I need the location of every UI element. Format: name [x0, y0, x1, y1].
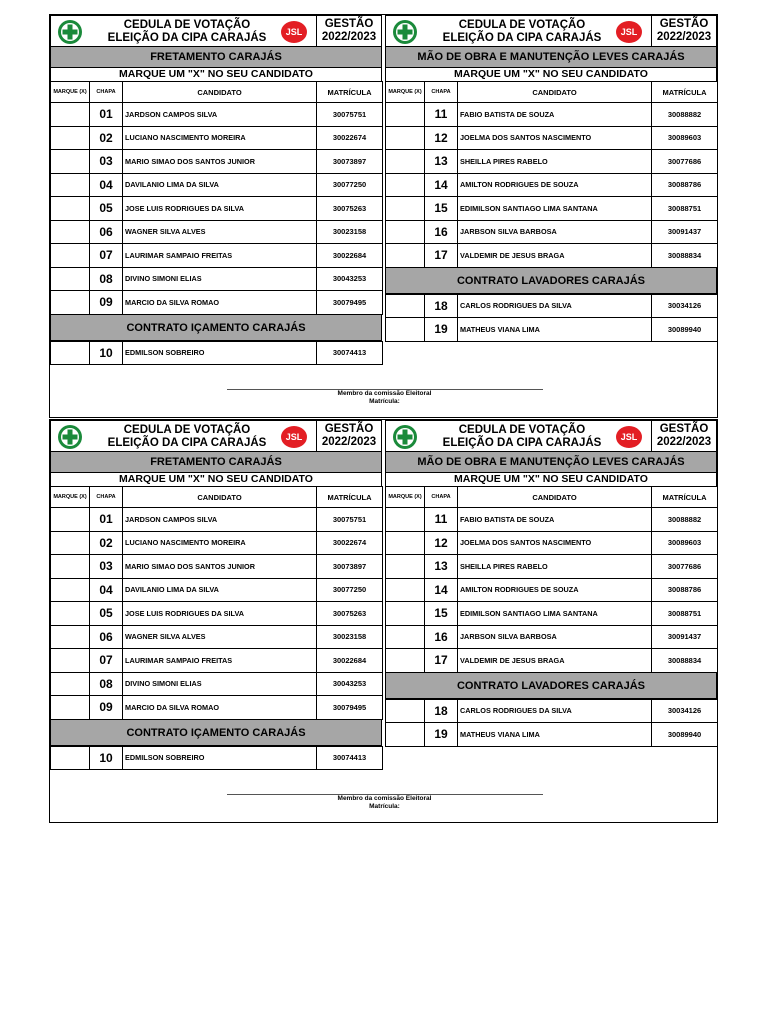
candidate-matricula: 30022674: [317, 126, 383, 150]
ballot-header: [385, 15, 717, 47]
candidate-matricula: 30089940: [652, 318, 718, 342]
candidate-matricula: 30075263: [317, 197, 383, 221]
chapa-number: 10: [90, 341, 123, 365]
chapa-number: 10: [90, 746, 123, 770]
candidate-matricula: 30022684: [317, 244, 383, 268]
candidate-matricula: 30077686: [652, 555, 718, 579]
svg-text:JSL: JSL: [285, 27, 303, 37]
table-row: [51, 197, 383, 221]
table-row: [386, 555, 718, 579]
vote-checkbox-cell[interactable]: [386, 126, 425, 150]
chapa-number: 14: [425, 578, 458, 602]
table-row: [51, 602, 383, 626]
vote-checkbox-cell[interactable]: [51, 103, 90, 127]
col-marque: MARQUE (X): [386, 82, 425, 103]
table-row: [386, 294, 718, 318]
table-row: [51, 103, 383, 127]
footer-matricula-label: Matrícula:: [369, 803, 400, 810]
candidate-name: JARBSON SILVA BARBOSA: [458, 220, 652, 244]
chapa-number: 03: [90, 555, 123, 579]
chapa-number: 02: [90, 126, 123, 150]
gestao-label: GESTÃO: [659, 423, 709, 435]
title-line-2: ELEIÇÃO DA CIPA CARAJÁS: [107, 436, 267, 449]
candidate-matricula: 30075751: [317, 508, 383, 532]
chapa-number: 05: [90, 197, 123, 221]
vote-checkbox-cell[interactable]: [51, 126, 90, 150]
chapa-number: 07: [90, 649, 123, 673]
candidate-name: VALDEMIR DE JESUS BRAGA: [458, 244, 652, 268]
table-row: [386, 508, 718, 532]
vote-checkbox-cell[interactable]: [386, 649, 425, 673]
gestao-label: GESTÃO: [324, 423, 374, 435]
candidate-matricula: 30075263: [317, 602, 383, 626]
vote-checkbox-cell[interactable]: [51, 197, 90, 221]
candidate-matricula: 30075751: [317, 103, 383, 127]
green-cross-icon: [392, 424, 418, 450]
section-title: FRETAMENTO CARAJÁS: [50, 452, 382, 473]
col-candidato: CANDIDATO: [123, 487, 317, 508]
svg-text:JSL: JSL: [620, 432, 638, 442]
vote-checkbox-cell[interactable]: [51, 672, 90, 696]
table-row: [386, 578, 718, 602]
chapa-number: 02: [90, 531, 123, 555]
col-chapa: CHAPA: [90, 487, 123, 508]
col-candidato: CANDIDATO: [458, 82, 652, 103]
candidate-name: JARBSON SILVA BARBOSA: [458, 625, 652, 649]
vote-checkbox-cell[interactable]: [51, 625, 90, 649]
footer-matricula-label: Matrícula:: [369, 398, 400, 405]
candidate-matricula: 30034126: [652, 294, 718, 318]
chapa-number: 08: [90, 267, 123, 291]
candidate-matricula: 30088751: [652, 602, 718, 626]
candidate-matricula: 30088882: [652, 103, 718, 127]
chapa-number: 18: [425, 699, 458, 723]
candidate-name: LAURIMAR SAMPAIO FREITAS: [123, 649, 317, 673]
table-row: [51, 150, 383, 174]
table-row: [386, 649, 718, 673]
candidate-name: JARDSON CAMPOS SILVA: [123, 103, 317, 127]
candidate-name: JOSE LUIS RODRIGUES DA SILVA: [123, 197, 317, 221]
chapa-number: 13: [425, 555, 458, 579]
candidate-matricula: 30073897: [317, 150, 383, 174]
title-line-2: ELEIÇÃO DA CIPA CARAJÁS: [107, 31, 267, 44]
ballot-header: [50, 420, 382, 452]
sub-section-title: CONTRATO IÇAMENTO CARAJÁS: [50, 315, 382, 341]
candidate-name: CARLOS RODRIGUES DA SILVA: [458, 294, 652, 318]
gestao-box: [316, 16, 381, 46]
vote-checkbox-cell[interactable]: [51, 150, 90, 174]
table-row: [51, 531, 383, 555]
section-title: MÃO DE OBRA E MANUTENÇÃO LEVES CARAJÁS: [385, 47, 717, 68]
table-row: [386, 723, 718, 747]
ballot-footer: [50, 794, 719, 811]
chapa-number: 04: [90, 173, 123, 197]
col-marque: MARQUE (X): [51, 487, 90, 508]
vote-checkbox-cell[interactable]: [386, 294, 425, 318]
gestao-period: 2022/2023: [656, 436, 712, 448]
chapa-number: 09: [90, 696, 123, 720]
chapa-number: 08: [90, 672, 123, 696]
candidate-matricula: 30091437: [652, 625, 718, 649]
table-row: [386, 173, 718, 197]
footer-member-label: Membro da comissão Eleitoral: [337, 795, 432, 802]
col-candidato: CANDIDATO: [458, 487, 652, 508]
candidate-matricula: 30073897: [317, 555, 383, 579]
gestao-period: 2022/2023: [321, 31, 377, 43]
title-line-2: ELEIÇÃO DA CIPA CARAJÁS: [442, 436, 602, 449]
table-row: [386, 625, 718, 649]
candidate-name: AMILTON RODRIGUES DE SOUZA: [458, 173, 652, 197]
vote-checkbox-cell[interactable]: [386, 103, 425, 127]
ballot-header: [50, 15, 382, 47]
candidate-matricula: 30088786: [652, 173, 718, 197]
candidate-matricula: 30089603: [652, 531, 718, 555]
table-row: [386, 699, 718, 723]
candidate-name: MARIO SIMAO DOS SANTOS JUNIOR: [123, 150, 317, 174]
table-row: [51, 746, 383, 770]
candidate-name: EDMILSON SOBREIRO: [123, 341, 317, 365]
candidate-matricula: 30022674: [317, 531, 383, 555]
col-matricula: MATRÍCULA: [652, 487, 718, 508]
vote-checkbox-cell[interactable]: [51, 531, 90, 555]
table-row: [51, 173, 383, 197]
green-cross-icon: [57, 19, 83, 45]
candidates-table: [385, 81, 718, 268]
sub-candidates-table: [50, 746, 383, 771]
candidate-matricula: 30088786: [652, 578, 718, 602]
ballot-title: [424, 424, 620, 449]
candidate-matricula: 30089940: [652, 723, 718, 747]
jsl-logo-icon: [615, 20, 643, 44]
table-row: [386, 318, 718, 342]
gestao-period: 2022/2023: [656, 31, 712, 43]
candidate-matricula: 30043253: [317, 267, 383, 291]
section-title: MÃO DE OBRA E MANUTENÇÃO LEVES CARAJÁS: [385, 452, 717, 473]
table-row: [386, 220, 718, 244]
col-chapa: CHAPA: [90, 82, 123, 103]
candidate-matricula: 30074413: [317, 746, 383, 770]
ballot-right-half: [385, 15, 717, 342]
table-row: [386, 602, 718, 626]
vote-checkbox-cell[interactable]: [386, 578, 425, 602]
footer-member-label: Membro da comissão Eleitoral: [337, 390, 432, 397]
chapa-number: 12: [425, 126, 458, 150]
gestao-box: [316, 421, 381, 451]
vote-checkbox-cell[interactable]: [51, 341, 90, 365]
candidate-name: AMILTON RODRIGUES DE SOUZA: [458, 578, 652, 602]
chapa-number: 15: [425, 197, 458, 221]
ballot-left-half: [50, 15, 382, 365]
candidate-name: JOELMA DOS SANTOS NASCIMENTO: [458, 531, 652, 555]
vote-checkbox-cell[interactable]: [51, 291, 90, 315]
table-row: [386, 150, 718, 174]
candidate-name: JOELMA DOS SANTOS NASCIMENTO: [458, 126, 652, 150]
candidate-matricula: 30088751: [652, 197, 718, 221]
vote-checkbox-cell[interactable]: [386, 150, 425, 174]
vote-checkbox-cell[interactable]: [386, 602, 425, 626]
candidate-matricula: 30077250: [317, 173, 383, 197]
table-row: [51, 341, 383, 365]
table-row: [386, 531, 718, 555]
candidate-name: EDIMILSON SANTIAGO LIMA SANTANA: [458, 602, 652, 626]
candidate-name: SHEILLA PIRES RABELO: [458, 555, 652, 579]
candidate-matricula: 30077250: [317, 578, 383, 602]
chapa-number: 07: [90, 244, 123, 268]
chapa-number: 16: [425, 625, 458, 649]
vote-checkbox-cell[interactable]: [51, 220, 90, 244]
ballot-right-half: [385, 420, 717, 747]
candidate-name: FABIO BATISTA DE SOUZA: [458, 103, 652, 127]
sub-section-title: CONTRATO IÇAMENTO CARAJÁS: [50, 720, 382, 746]
ballot-left-half: [50, 420, 382, 770]
candidate-name: JOSE LUIS RODRIGUES DA SILVA: [123, 602, 317, 626]
table-row: [51, 508, 383, 532]
col-candidato: CANDIDATO: [123, 82, 317, 103]
chapa-number: 09: [90, 291, 123, 315]
candidate-name: MARCIO DA SILVA ROMAO: [123, 696, 317, 720]
table-row: [51, 267, 383, 291]
candidates-table: [50, 486, 383, 720]
title-line-1: CEDULA DE VOTAÇÃO: [458, 19, 586, 31]
gestao-period: 2022/2023: [321, 436, 377, 448]
chapa-number: 13: [425, 150, 458, 174]
candidate-matricula: 30022684: [317, 649, 383, 673]
col-marque: MARQUE (X): [386, 487, 425, 508]
vote-checkbox-cell[interactable]: [51, 555, 90, 579]
table-row: [51, 649, 383, 673]
col-chapa: CHAPA: [425, 487, 458, 508]
chapa-number: 03: [90, 150, 123, 174]
candidate-name: DIVINO SIMONI ELIAS: [123, 267, 317, 291]
candidate-name: WAGNER SILVA ALVES: [123, 625, 317, 649]
chapa-number: 17: [425, 649, 458, 673]
vote-checkbox-cell[interactable]: [386, 699, 425, 723]
candidate-matricula: 30023158: [317, 220, 383, 244]
gestao-box: [651, 16, 716, 46]
vote-checkbox-cell[interactable]: [51, 244, 90, 268]
vote-checkbox-cell[interactable]: [386, 531, 425, 555]
vote-checkbox-cell[interactable]: [51, 508, 90, 532]
candidate-matricula: 30079495: [317, 291, 383, 315]
candidate-matricula: 30088834: [652, 649, 718, 673]
candidate-name: LUCIANO NASCIMENTO MOREIRA: [123, 126, 317, 150]
vote-checkbox-cell[interactable]: [386, 723, 425, 747]
chapa-number: 01: [90, 508, 123, 532]
candidate-name: EDIMILSON SANTIAGO LIMA SANTANA: [458, 197, 652, 221]
chapa-number: 18: [425, 294, 458, 318]
candidate-name: DAVILANIO LIMA DA SILVA: [123, 578, 317, 602]
chapa-number: 05: [90, 602, 123, 626]
vote-checkbox-cell[interactable]: [386, 555, 425, 579]
ballot-header: [385, 420, 717, 452]
gestao-label: GESTÃO: [659, 18, 709, 30]
candidate-matricula: 30077686: [652, 150, 718, 174]
vote-checkbox-cell[interactable]: [51, 578, 90, 602]
jsl-logo-icon: [615, 425, 643, 449]
candidate-name: LUCIANO NASCIMENTO MOREIRA: [123, 531, 317, 555]
sub-candidates-table: [385, 699, 718, 747]
candidate-matricula: 30043253: [317, 672, 383, 696]
svg-text:JSL: JSL: [285, 432, 303, 442]
candidate-matricula: 30091437: [652, 220, 718, 244]
vote-checkbox-cell[interactable]: [51, 746, 90, 770]
sub-candidates-table: [50, 341, 383, 366]
candidate-name: DIVINO SIMONI ELIAS: [123, 672, 317, 696]
chapa-number: 19: [425, 723, 458, 747]
table-row: [386, 197, 718, 221]
sub-section-title: CONTRATO LAVADORES CARAJÁS: [385, 268, 717, 294]
instruction-text: MARQUE UM "X" NO SEU CANDIDATO: [50, 473, 382, 486]
green-cross-icon: [57, 424, 83, 450]
chapa-number: 12: [425, 531, 458, 555]
candidate-matricula: 30023158: [317, 625, 383, 649]
col-matricula: MATRÍCULA: [317, 82, 383, 103]
candidate-name: MATHEUS VIANA LIMA: [458, 318, 652, 342]
table-row: [51, 244, 383, 268]
chapa-number: 19: [425, 318, 458, 342]
candidate-name: CARLOS RODRIGUES DA SILVA: [458, 699, 652, 723]
table-row: [51, 578, 383, 602]
vote-checkbox-cell[interactable]: [386, 220, 425, 244]
candidate-matricula: 30074413: [317, 341, 383, 365]
vote-checkbox-cell[interactable]: [386, 625, 425, 649]
vote-checkbox-cell[interactable]: [51, 173, 90, 197]
ballot-footer: [50, 389, 719, 406]
table-row: [51, 625, 383, 649]
table-row: [51, 696, 383, 720]
jsl-logo-icon: [280, 20, 308, 44]
candidate-name: WAGNER SILVA ALVES: [123, 220, 317, 244]
chapa-number: 15: [425, 602, 458, 626]
candidates-table: [50, 81, 383, 315]
table-row: [51, 291, 383, 315]
ballot-title: [89, 19, 285, 44]
title-line-1: CEDULA DE VOTAÇÃO: [458, 424, 586, 436]
candidate-matricula: 30089603: [652, 126, 718, 150]
candidate-matricula: 30088882: [652, 508, 718, 532]
vote-checkbox-cell[interactable]: [51, 602, 90, 626]
chapa-number: 06: [90, 625, 123, 649]
svg-text:JSL: JSL: [620, 27, 638, 37]
candidate-name: DAVILANIO LIMA DA SILVA: [123, 173, 317, 197]
table-row: [51, 672, 383, 696]
chapa-number: 11: [425, 103, 458, 127]
green-cross-icon: [392, 19, 418, 45]
col-matricula: MATRÍCULA: [317, 487, 383, 508]
vote-checkbox-cell[interactable]: [386, 173, 425, 197]
col-matricula: MATRÍCULA: [652, 82, 718, 103]
table-row: [386, 244, 718, 268]
vote-checkbox-cell[interactable]: [386, 318, 425, 342]
section-title: FRETAMENTO CARAJÁS: [50, 47, 382, 68]
col-marque: MARQUE (X): [51, 82, 90, 103]
vote-checkbox-cell[interactable]: [386, 244, 425, 268]
vote-checkbox-cell[interactable]: [386, 508, 425, 532]
chapa-number: 06: [90, 220, 123, 244]
chapa-number: 04: [90, 578, 123, 602]
candidate-name: MATHEUS VIANA LIMA: [458, 723, 652, 747]
title-line-1: CEDULA DE VOTAÇÃO: [123, 424, 251, 436]
candidate-matricula: 30034126: [652, 699, 718, 723]
chapa-number: 16: [425, 220, 458, 244]
table-row: [51, 126, 383, 150]
candidate-name: MARIO SIMAO DOS SANTOS JUNIOR: [123, 555, 317, 579]
table-row: [51, 220, 383, 244]
chapa-number: 17: [425, 244, 458, 268]
candidate-name: LAURIMAR SAMPAIO FREITAS: [123, 244, 317, 268]
gestao-box: [651, 421, 716, 451]
col-chapa: CHAPA: [425, 82, 458, 103]
vote-checkbox-cell[interactable]: [51, 267, 90, 291]
chapa-number: 14: [425, 173, 458, 197]
title-line-1: CEDULA DE VOTAÇÃO: [123, 19, 251, 31]
title-line-2: ELEIÇÃO DA CIPA CARAJÁS: [442, 31, 602, 44]
instruction-text: MARQUE UM "X" NO SEU CANDIDATO: [385, 473, 717, 486]
ballot-1: [49, 14, 718, 418]
table-row: [386, 126, 718, 150]
ballot-title: [89, 424, 285, 449]
candidate-name: VALDEMIR DE JESUS BRAGA: [458, 649, 652, 673]
table-row: [51, 555, 383, 579]
vote-checkbox-cell[interactable]: [51, 649, 90, 673]
candidate-matricula: 30088834: [652, 244, 718, 268]
candidate-matricula: 30079495: [317, 696, 383, 720]
sub-candidates-table: [385, 294, 718, 342]
candidate-name: MARCIO DA SILVA ROMAO: [123, 291, 317, 315]
chapa-number: 01: [90, 103, 123, 127]
candidates-table: [385, 486, 718, 673]
gestao-label: GESTÃO: [324, 18, 374, 30]
instruction-text: MARQUE UM "X" NO SEU CANDIDATO: [50, 68, 382, 81]
candidate-name: EDMILSON SOBREIRO: [123, 746, 317, 770]
jsl-logo-icon: [280, 425, 308, 449]
vote-checkbox-cell[interactable]: [386, 197, 425, 221]
candidate-name: SHEILLA PIRES RABELO: [458, 150, 652, 174]
ballot-title: [424, 19, 620, 44]
instruction-text: MARQUE UM "X" NO SEU CANDIDATO: [385, 68, 717, 81]
candidate-name: JARDSON CAMPOS SILVA: [123, 508, 317, 532]
sub-section-title: CONTRATO LAVADORES CARAJÁS: [385, 673, 717, 699]
candidate-name: FABIO BATISTA DE SOUZA: [458, 508, 652, 532]
table-row: [386, 103, 718, 127]
chapa-number: 11: [425, 508, 458, 532]
ballot-2: [49, 419, 718, 823]
vote-checkbox-cell[interactable]: [51, 696, 90, 720]
